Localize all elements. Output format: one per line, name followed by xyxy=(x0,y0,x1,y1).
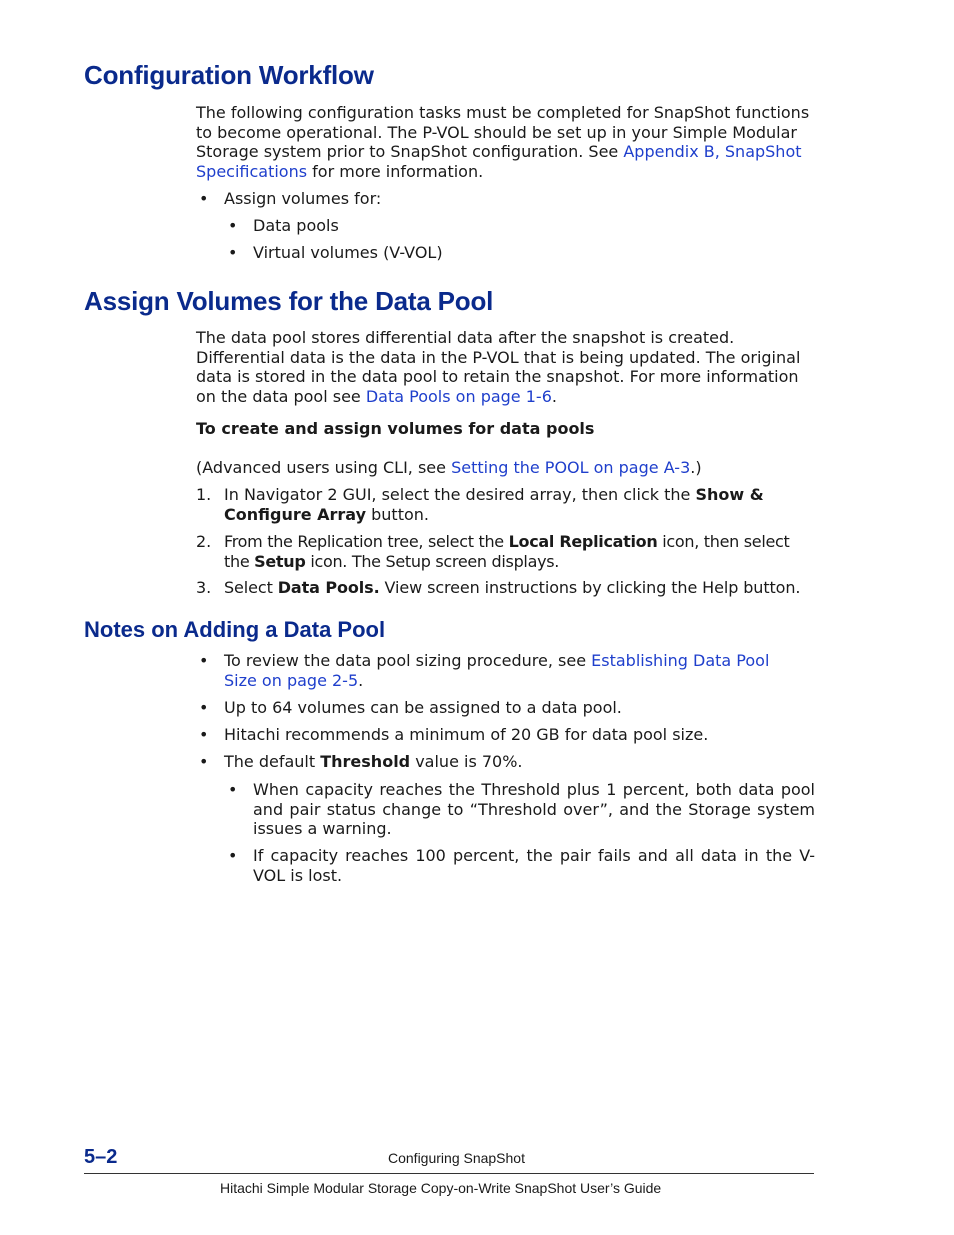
setting-pool-link[interactable]: Setting the POOL on page A-3 xyxy=(451,458,691,477)
cli-note-pre: (Advanced users using CLI, see xyxy=(196,458,452,477)
step-2-bold-1: Local Replication xyxy=(508,532,658,551)
note-min-size: Hitachi recommends a minimum of 20 GB for data pool size. xyxy=(224,725,709,744)
bullet-marker: • xyxy=(199,725,209,744)
step-2 xyxy=(224,532,816,571)
step-2-text: From the Replication tree, select the xyxy=(224,532,509,551)
footer-divider xyxy=(84,1173,814,1174)
appendix-b-link[interactable]: Appendix B, SnapShot Specifications xyxy=(196,142,802,181)
config-paragraph-text: The following configuration tasks must be completed for SnapShot functions to become operational. The P-VOL should be set up in your Simple Modular Storage system prior to SnapShot configuration. See xyxy=(196,103,810,162)
sub-bullet-data-pools: Data pools xyxy=(253,216,339,235)
bullet-marker: • xyxy=(228,846,238,865)
step-2-bold-2: Setup xyxy=(254,551,306,571)
establishing-data-pool-link[interactable]: Establishing Data Pool Size on page 2-5 xyxy=(224,651,770,690)
note-sizing-tail: . xyxy=(358,670,364,690)
procedure-title: To create and assign volumes for data pools xyxy=(196,419,595,438)
cli-note-post: .) xyxy=(690,458,702,477)
step-number: 3. xyxy=(196,578,212,597)
data-pools-link[interactable]: Data Pools on page 1-6 xyxy=(365,386,552,406)
step-1-text: In Navigator 2 GUI, select the desired array, then click the xyxy=(224,485,696,504)
sub-bullet-virtual-volumes: Virtual volumes (V-VOL) xyxy=(253,243,443,262)
assign-paragraph-tail: . xyxy=(551,386,557,406)
heading-configuration-workflow: Configuration Workflow xyxy=(84,60,374,90)
bullet-marker: • xyxy=(199,752,209,771)
step-3-text: Select xyxy=(224,578,278,597)
step-1-tail: button. xyxy=(366,504,429,524)
note-sizing-text: To review the data pool sizing procedure, see xyxy=(224,651,592,670)
step-3-tail: View screen instructions by clicking the Help button. xyxy=(379,578,801,597)
bullet-assign-volumes: Assign volumes for: xyxy=(224,189,382,208)
note-sizing xyxy=(224,651,804,690)
cli-note xyxy=(196,458,816,478)
note-threshold-bold: Threshold xyxy=(320,752,411,771)
sub-note-pair-fails: If capacity reaches 100 percent, the pair fails and all data in the V-VOL is lost. xyxy=(253,846,815,885)
step-1 xyxy=(224,485,804,524)
step-3-bold: Data Pools. xyxy=(277,578,380,597)
assign-paragraph-text: The data pool stores differential data after the snapshot is created. Differential data is the data in the P-VOL that is being updated. The original data is stored in the data pool to retain the snapshot. For more information on the data pool see xyxy=(196,328,801,406)
step-number: 2. xyxy=(196,532,212,551)
sub-note-threshold-over: When capacity reaches the Threshold plus 1 percent, both data pool and pair status change to “Threshold over”, and the Storage system issues a warning. xyxy=(253,780,815,839)
bullet-marker: • xyxy=(199,651,209,670)
heading-assign-volumes: Assign Volumes for the Data Pool xyxy=(84,286,494,316)
bullet-marker: • xyxy=(228,216,238,235)
footer-chapter: Configuring SnapShot xyxy=(388,1150,525,1166)
note-threshold-text: The default xyxy=(224,752,321,771)
step-2-tail: icon. The Setup screen displays. xyxy=(305,551,560,571)
bullet-marker: • xyxy=(228,243,238,262)
bullet-marker: • xyxy=(199,189,209,208)
bullet-marker: • xyxy=(228,780,238,799)
heading-notes: Notes on Adding a Data Pool xyxy=(84,617,386,642)
step-2-mid: icon, then select the xyxy=(224,532,790,571)
note-volume-limit: Up to 64 volumes can be assigned to a data pool. xyxy=(224,698,622,717)
assign-paragraph xyxy=(196,328,816,406)
footer-guide-title: Hitachi Simple Modular Storage Copy-on-Write SnapShot User’s Guide xyxy=(220,1180,662,1196)
step-number: 1. xyxy=(196,485,212,504)
config-paragraph-tail: for more information. xyxy=(307,161,484,181)
config-paragraph xyxy=(196,103,816,181)
bullet-marker: • xyxy=(199,698,209,717)
note-threshold-tail: value is 70%. xyxy=(410,752,523,771)
page-number: 5–2 xyxy=(84,1146,118,1168)
note-threshold xyxy=(224,752,523,772)
step-3 xyxy=(224,578,824,598)
step-1-bold: Show & Configure Array xyxy=(224,485,764,524)
